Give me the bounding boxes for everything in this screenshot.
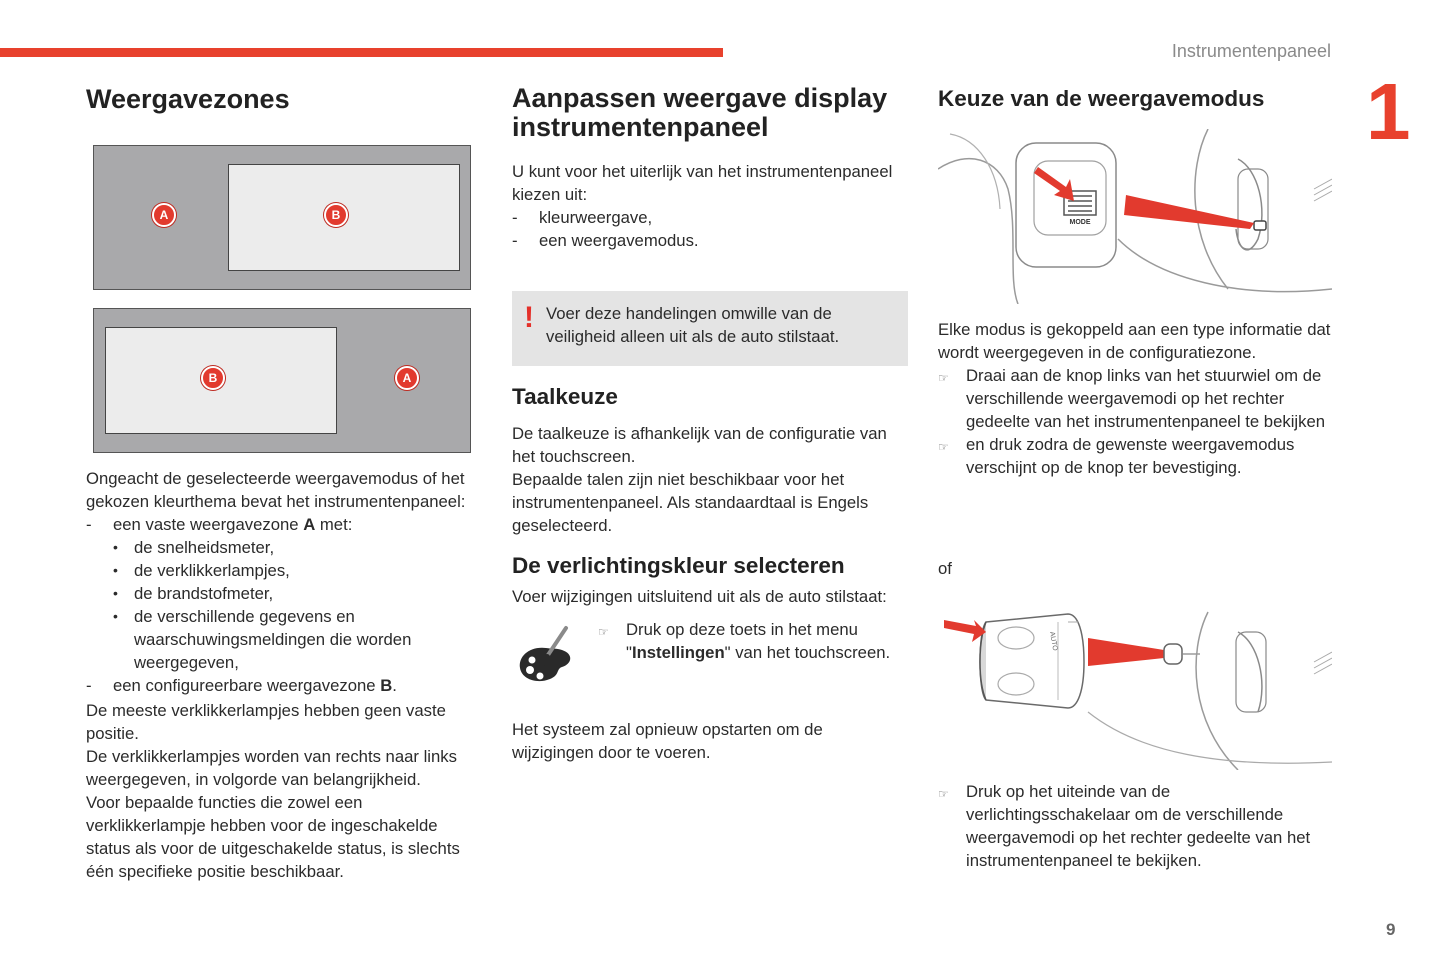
list-item: - kleurweergave, [512, 206, 908, 229]
chapter-number: 1 [1366, 67, 1411, 156]
warning-icon: ! [524, 301, 534, 334]
fixed-zone-item [86, 513, 482, 674]
zones-list [86, 513, 482, 697]
lighting-step-text: Druk op deze toets in het menu " [626, 620, 858, 662]
list-item: • de verklikkerlampjes, [113, 559, 482, 582]
language-text: De taalkeuze is afhankelijk van de configuratie van het touchscreen. [512, 424, 887, 466]
column-display-settings [512, 84, 908, 764]
list-item [938, 433, 1334, 479]
lighting-stalk-illustration [938, 592, 1332, 770]
column-display-mode [938, 84, 1334, 872]
mode-steps [938, 364, 1334, 479]
pointing-hand-icon: ☞ [938, 371, 949, 385]
list-item [938, 780, 1334, 872]
zone-layout-bottom [93, 308, 471, 453]
stalk-step-text: Druk op het uiteinde van de verlichtingsschakelaar om de verschillende weergavemodi op het rechter gedeelte van het instrumentenpaneel te bekijken. [966, 782, 1311, 870]
config-zone-text: een configureerbare weergavezone [113, 676, 381, 695]
safety-warning-box [512, 291, 908, 366]
fixed-zone-letter: A [303, 515, 316, 534]
lighting-color-heading: De verlichtingskleur selecteren [512, 553, 845, 578]
header-accent-bar [0, 48, 723, 57]
display-zones-diagram [86, 145, 482, 467]
settings-menu-name: Instellingen [631, 643, 725, 662]
list-item [938, 364, 1334, 433]
palette-icon [516, 624, 576, 686]
zone-b-marker: B [324, 203, 348, 227]
restart-note: Het systeem zal opnieuw opstarten om de wijzigingen door te voeren. [512, 720, 823, 762]
list-item [598, 618, 898, 664]
stalk-auto-label: AUTO [1048, 631, 1059, 652]
mode-intro: Elke modus is gekoppeld aan een type informatie dat wordt weergegeven in de configuratiezone. [938, 320, 1331, 362]
config-zone-letter: B [380, 676, 393, 695]
list-item: • de brandstofmeter, [113, 582, 482, 605]
zones-intro: Ongeacht de geselecteerde weergavemodus of het gekozen kleurthema bevat het instrumentenpaneel: [86, 469, 466, 511]
pointing-hand-icon: ☞ [938, 440, 949, 454]
settings-options [512, 206, 908, 252]
steering-wheel-mode-button-illustration [938, 129, 1332, 304]
safety-warning-text: Voer deze handelingen omwille van de veiligheid alleen uit als de auto stilstaat. [546, 304, 840, 346]
zone-layout-top [93, 145, 471, 290]
lighting-step-block [512, 618, 908, 712]
pointing-hand-icon: ☞ [938, 787, 949, 801]
lighting-steps [598, 618, 898, 664]
list-item: - een weergavemodus. [512, 229, 908, 252]
language-heading: Taalkeuze [512, 384, 618, 409]
stalk-steps [938, 780, 1334, 872]
display-settings-heading: Aanpassen weergave display instrumentenpaneel [512, 83, 888, 142]
language-default-text: Bepaalde talen zijn niet beschikbaar voor het instrumentenpaneel. Als standaardtaal is Engels geselecteerd. [512, 470, 869, 535]
config-zone-item [86, 674, 482, 697]
page-number: 9 [1386, 920, 1396, 939]
warning-lamps-text: De meeste verklikkerlampjes hebben geen vaste positie. [86, 701, 446, 743]
fixed-zone-text: een vaste weergavezone [113, 515, 304, 534]
config-zone-suffix: . [392, 676, 397, 695]
list-item: • de snelheidsmeter, [113, 536, 482, 559]
fixed-zone-suffix: met: [315, 515, 353, 534]
fixed-zone-contents [113, 536, 482, 674]
or-separator: of [938, 559, 952, 578]
pointing-hand-icon: ☞ [598, 625, 609, 639]
display-zones-heading: Weergavezones [86, 84, 290, 114]
lighting-intro: Voer wijzigingen uitsluitend uit als de auto stilstaat: [512, 587, 887, 606]
display-mode-heading: Keuze van de weergavemodus [938, 86, 1265, 111]
settings-intro: U kunt voor het uiterlijk van het instrumentenpaneel kiezen uit: [512, 162, 893, 204]
warning-lamps-order-text: De verklikkerlampjes worden van rechts naar links weergegeven, in volgorde van belangrijkheid. [86, 747, 457, 789]
lighting-step-suffix: " van het touchscreen. [724, 643, 891, 662]
zone-a-marker: A [395, 366, 419, 390]
section-title: Instrumentenpaneel [1171, 41, 1331, 61]
confirm-step: en druk zodra de gewenste weergavemodus verschijnt op de knop ter bevestiging. [966, 435, 1295, 477]
column-display-zones [86, 84, 482, 883]
zone-b-marker: B [201, 366, 225, 390]
mode-button-label: MODE [1069, 219, 1091, 226]
rotate-knob-step: Draai aan de knop links van het stuurwiel om de verschillende weergavemodi op het rechter gedeelte van het instrumentenpaneel te bekijken [966, 366, 1326, 431]
warning-lamps-position-text: Voor bepaalde functies die zowel een verklikkerlampje hebben voor de ingeschakelde status als voor de uitgeschakelde status, is slechts één specifieke positie beschikbaar. [86, 793, 460, 881]
zone-a-marker: A [152, 203, 176, 227]
list-item: • de verschillende gegevens en waarschuwingsmeldingen die worden weergegeven, [113, 605, 482, 674]
